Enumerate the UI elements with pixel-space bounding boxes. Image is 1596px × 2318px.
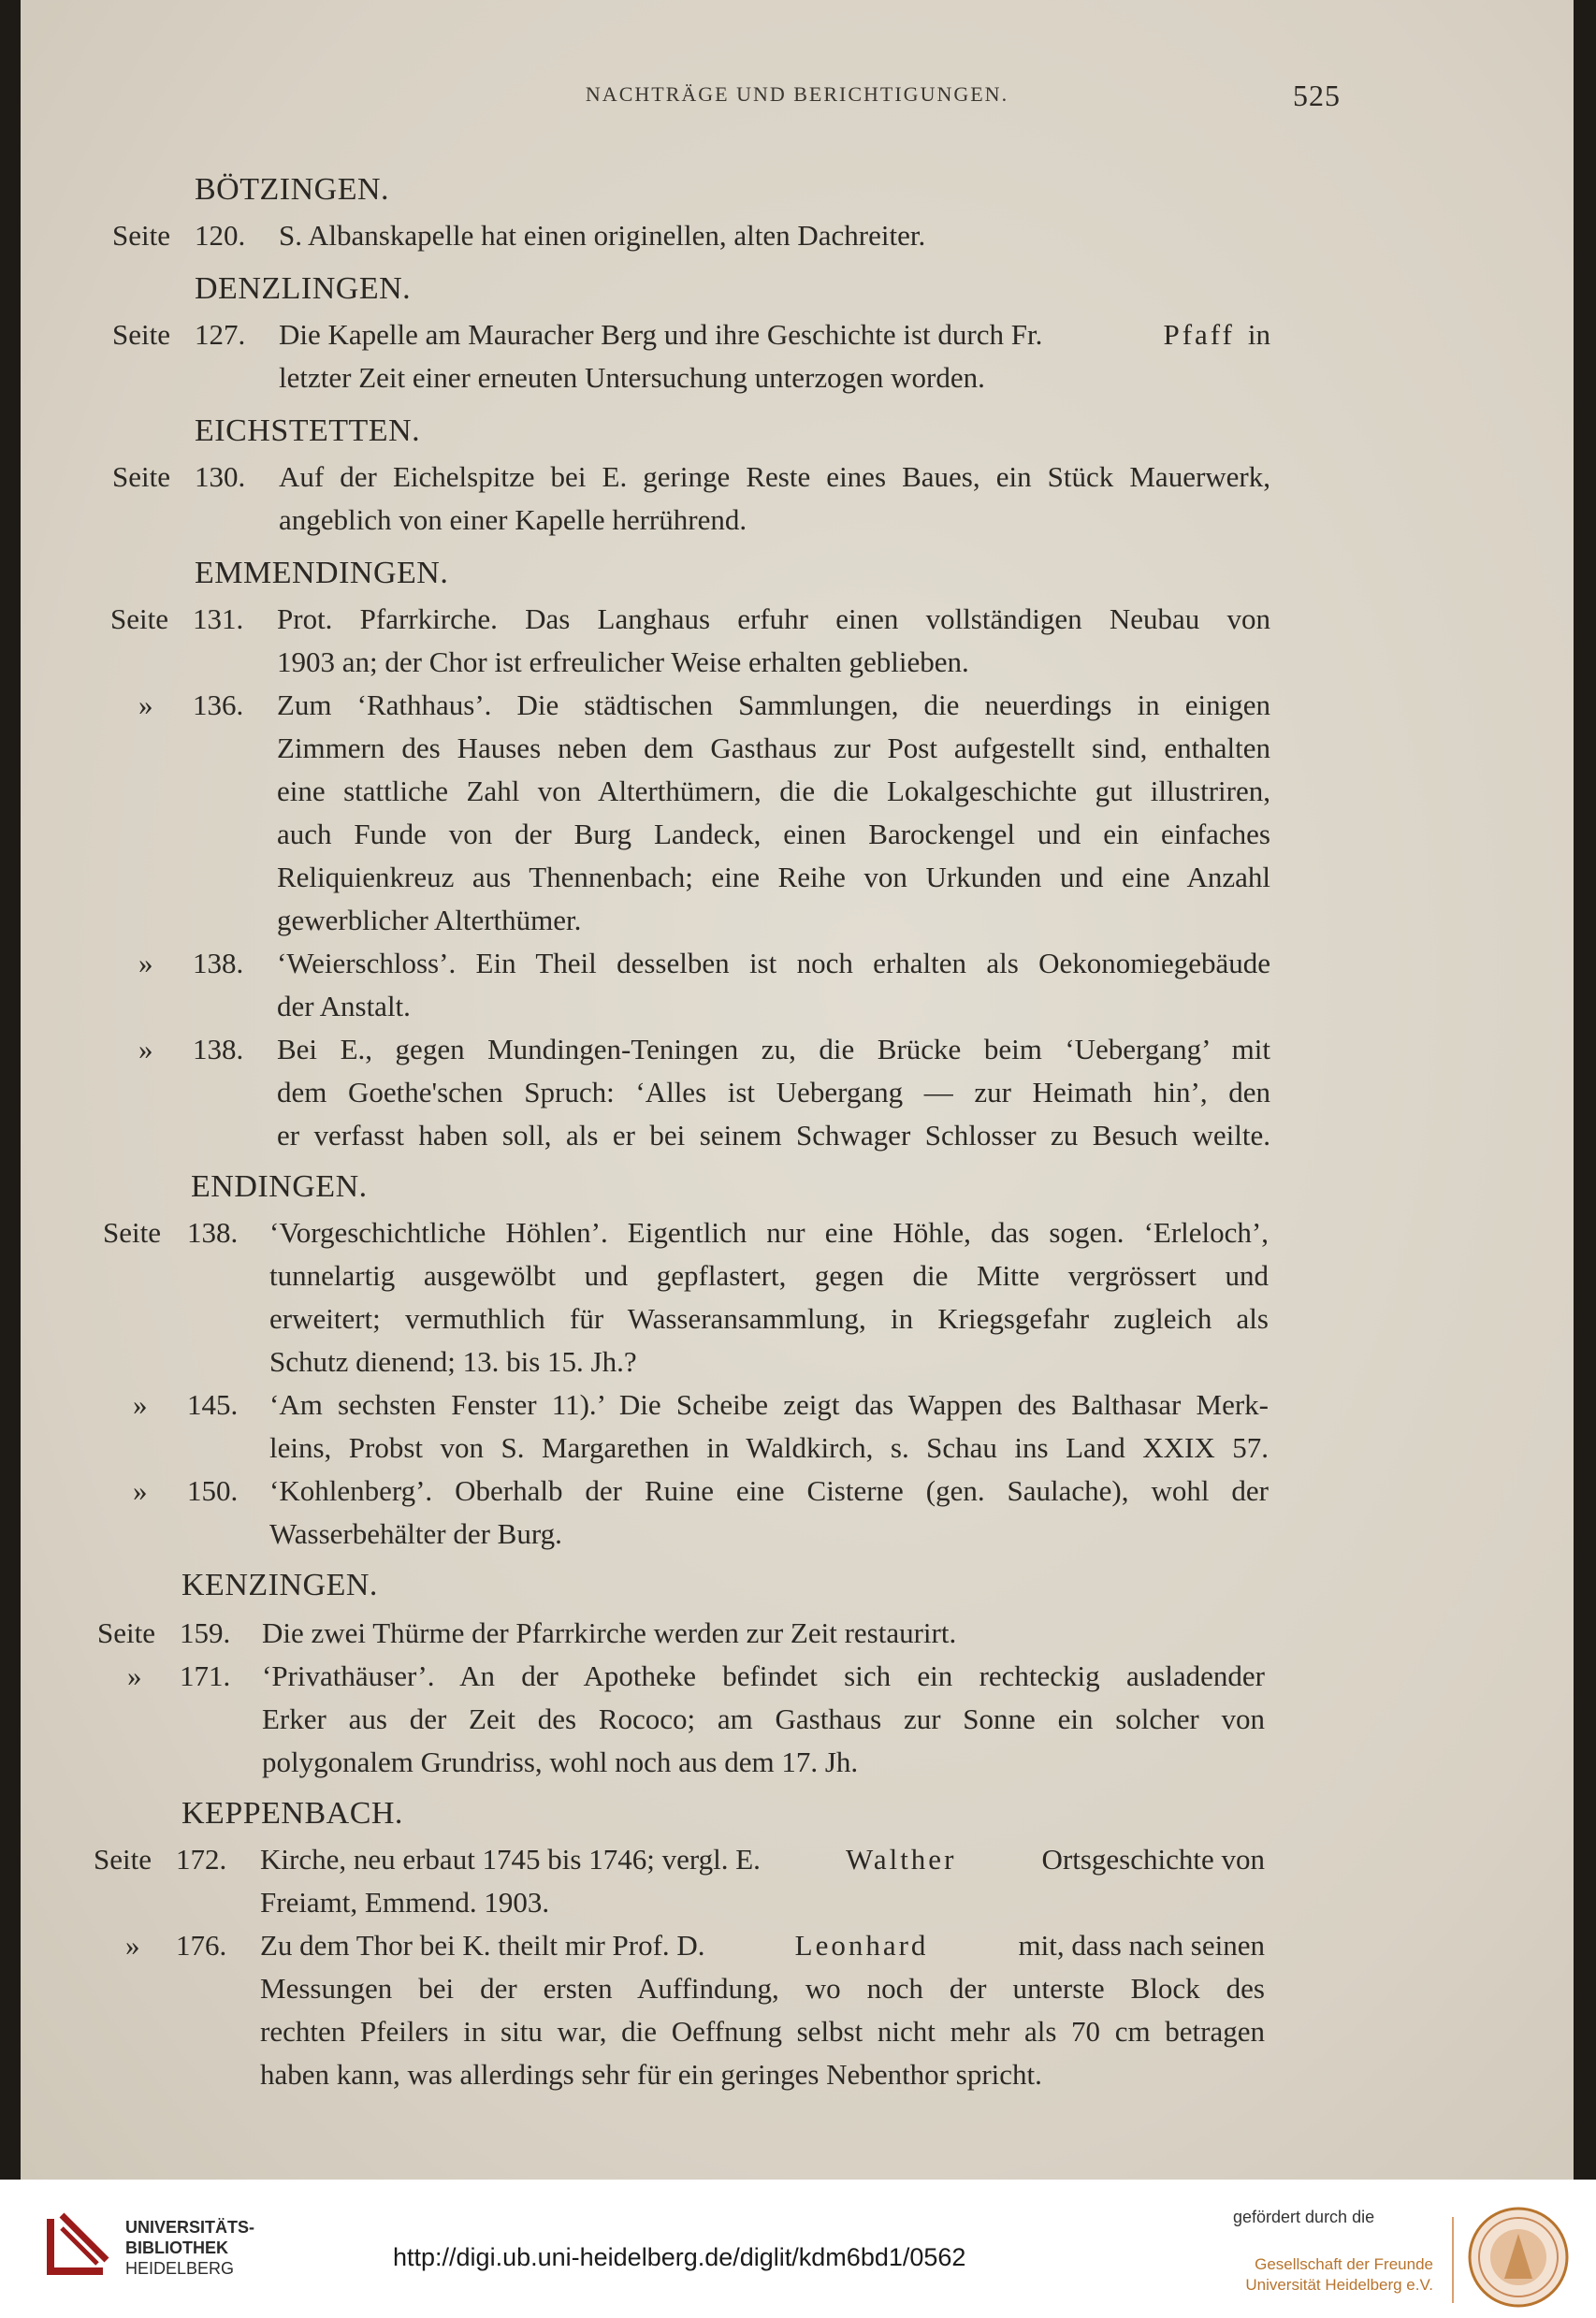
page-ref: 171. [180,1659,231,1692]
author-name: Walther [846,1843,957,1876]
page-ref: 176. [176,1929,227,1962]
scanned-page [21,0,1574,2180]
ditto-mark: » [133,1474,148,1507]
page-ref: 159. [180,1616,231,1649]
text-line: ‘Vorgeschichtliche Höhlen’. Eigentlich nur eine Höhle, das sogen. ‘Erleloch’, [269,1216,1269,1249]
text-run: Kirche, neu erbaut 1745 bis 1746; vergl. E. [260,1843,761,1876]
text-line: er verfasst haben soll, als er bei seinem Schwager Schlosser zu Besuch weilte. [277,1119,1270,1152]
text-line: gewerblicher Alterthümer. [277,904,582,936]
text-line: Schutz dienend; 13. bis 15. Jh.? [269,1345,637,1378]
ditto-mark: » [127,1659,142,1692]
page-ref: 120. [195,219,246,252]
text-line: auch Funde von der Burg Landeck, einen Barockengel und ein einfaches [277,818,1270,850]
text-line: angeblich von einer Kapelle herrührend. [279,503,747,536]
page-number: 525 [1293,79,1341,112]
text-line: 1903 an; der Chor ist erfreulicher Weise erhalten geblieben. [277,645,969,678]
text-line: Die zwei Thürme der Pfarrkirche werden zur Zeit restaurirt. [262,1616,957,1649]
text-line: letzter Zeit einer erneuten Untersuchung unterzogen worden. [279,361,985,394]
text-line: Freiamt, Emmend. 1903. [260,1886,550,1919]
section-heading: BÖTZINGEN. [195,172,390,207]
sponsor-name: Gesellschaft der Freunde Universität Heidelberg e.V. [1245,2255,1433,2294]
seite-label: Seite [103,1216,161,1249]
seite-label: Seite [112,318,170,351]
ditto-mark: » [138,688,153,721]
author-name: Leonhard [794,1929,929,1962]
section-heading: DENZLINGEN. [195,271,412,306]
text-line: leins, Probst von S. Margarethen in Waldkirch, s. Schau ins Land XXIX 57. [269,1431,1269,1464]
text-line: polygonalem Grundriss, wohl noch aus dem 17. Jh. [262,1746,859,1778]
text-line [279,314,1270,355]
text-line: S. Albanskapelle hat einen originellen, alten Dachreiter. [279,219,926,252]
page-ref: 136. [193,688,244,721]
section-heading: KENZINGEN. [181,1568,378,1602]
footer-divider [1452,2217,1454,2303]
permalink-url[interactable]: http://digi.ub.uni-heidelberg.de/diglit/kdm6bd1/0562 [393,2243,966,2271]
ditto-mark: » [138,947,153,979]
text-line [260,1925,1265,1966]
text-line: Prot. Pfarrkirche. Das Langhaus erfuhr einen vollständigen Neubau von [277,602,1270,635]
text-line: dem Goethe'schen Spruch: ‘Alles ist Uebergang — zur Heimath hin’, den [277,1076,1270,1108]
section-heading: ENDINGEN. [191,1169,368,1204]
author-name: Pfaff [1163,318,1235,351]
ditto-mark: » [133,1388,148,1421]
text-line: tunnelartig ausgewölbt und gepflastert, gegen die Mitte vergrössert und [269,1259,1269,1292]
text-line: ‘Weierschloss’. Ein Theil desselben ist noch erhalten als Oekonomiegebäude [277,947,1270,979]
text-run: Zu dem Thor bei K. theilt mir Prof. D. [260,1929,705,1962]
text-line: ‘Kohlenberg’. Oberhalb der Ruine eine Cisterne (gen. Saulache), wohl der [269,1474,1269,1507]
text-line: Bei E., gegen Mundingen-Teningen zu, die Brücke beim ‘Uebergang’ mit [277,1033,1270,1065]
seite-label: Seite [112,219,170,252]
section-heading: EICHSTETTEN. [195,413,421,448]
page-ref: 127. [195,318,246,351]
university-seal-icon [1467,2206,1570,2309]
text-line: Auf der Eichelspitze bei E. geringe Reste eines Baues, ein Stück Mauerwerk, [279,460,1270,493]
text-line: eine stattliche Zahl von Alterthümern, die die Lokalgeschichte gut illustriren, [277,775,1270,807]
page-ref: 131. [193,602,244,635]
seite-label: Seite [94,1843,152,1876]
digitization-footer [0,2180,1596,2318]
text-run: mit, dass nach seinen [1018,1929,1265,1962]
page-ref: 145. [187,1388,239,1421]
text-line: erweitert; vermuthlich für Wasseransammlung, in Kriegsgefahr zugleich als [269,1302,1269,1335]
page-ref: 130. [195,460,246,493]
text-run: Die Kapelle am Mauracher Berg und ihre Geschichte ist durch Fr. [279,318,1043,351]
page-ref: 138. [193,1033,244,1065]
text-line: Erker aus der Zeit des Rococo; am Gasthaus zur Sonne ein solcher von [262,1702,1265,1735]
ub-heidelberg-logo-icon [41,2209,116,2284]
text-run: Ortsgeschichte von [1041,1843,1265,1876]
text-line: haben kann, was allerdings sehr für ein geringes Nebenthor spricht. [260,2058,1042,2091]
text-line [260,1839,1265,1880]
text-line: rechten Pfeilers in situ war, die Oeffnung selbst nicht mehr als 70 cm betragen [260,2015,1265,2048]
text-line: Zum ‘Rathhaus’. Die städtischen Sammlungen, die neuerdings in einigen [277,688,1270,721]
page-ref: 138. [187,1216,239,1249]
section-heading: EMMENDINGEN. [195,556,449,590]
section-heading: KEPPENBACH. [181,1796,403,1831]
library-name: UNIVERSITÄTS- BIBLIOTHEK HEIDELBERG [125,2218,255,2278]
ditto-mark: » [138,1033,153,1065]
seite-label: Seite [112,460,170,493]
page-ref: 172. [176,1843,227,1876]
text-line: der Anstalt. [277,990,411,1022]
page-ref: 150. [187,1474,239,1507]
funded-by-label: gefördert durch die [1233,2208,1375,2226]
text-line: Reliquienkreuz aus Thennenbach; eine Reihe von Urkunden und eine Anzahl [277,861,1270,893]
text-line: ‘Privathäuser’. An der Apotheke befindet sich ein rechteckig ausladender [262,1659,1265,1692]
text-line: ‘Am sechsten Fenster 11).’ Die Scheibe zeigt das Wappen des Balthasar Merk- [269,1388,1269,1421]
seite-label: Seite [97,1616,155,1649]
seite-label: Seite [110,602,168,635]
text-run: in [1247,318,1270,351]
text-line: Zimmern des Hauses neben dem Gasthaus zur Post aufgestellt sind, enthalten [277,732,1270,764]
ditto-mark: » [125,1929,140,1962]
text-line: Messungen bei der ersten Auffindung, wo noch der unterste Block des [260,1972,1265,2005]
text-line: Wasserbehälter der Burg. [269,1517,562,1550]
page-ref: 138. [193,947,244,979]
running-head: NACHTRÄGE UND BERICHTIGUNGEN. [585,82,1009,106]
bleed-through-texture [1237,178,1517,2049]
